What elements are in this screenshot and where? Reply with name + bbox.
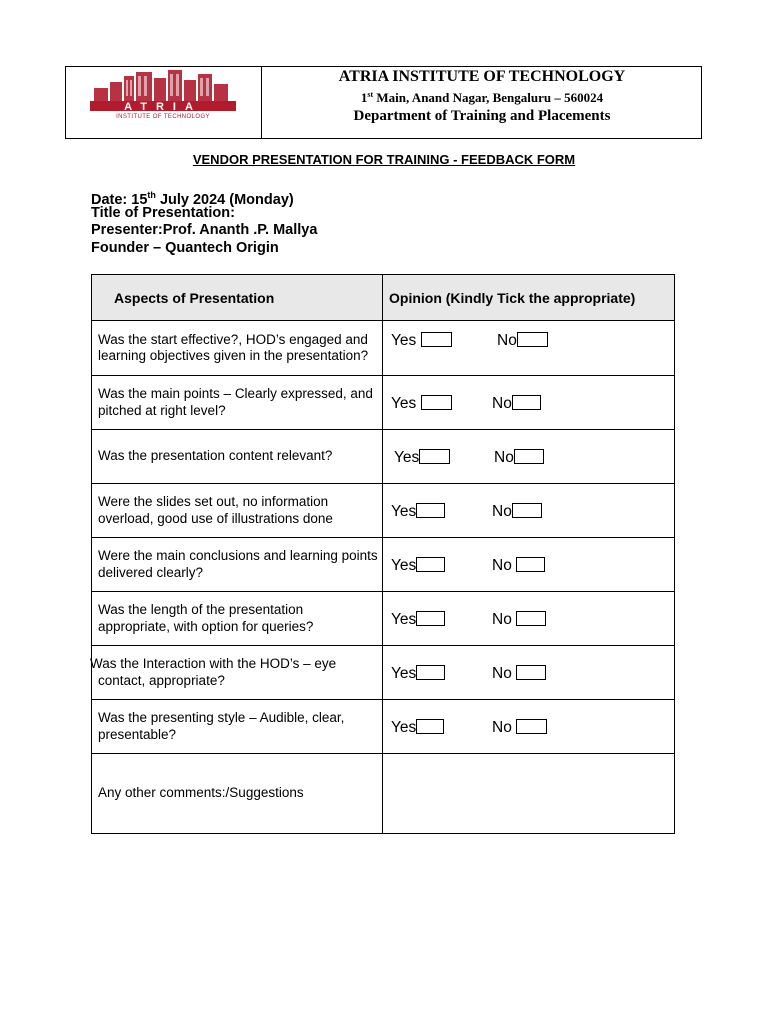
- table-row: [92, 646, 675, 700]
- feedback-table: [91, 274, 675, 834]
- table-row: [92, 376, 675, 430]
- col-opinion-header: Opinion (Kindly Tick the appropriate): [383, 275, 675, 321]
- opinion-cell: [383, 484, 675, 538]
- opinion-cell: [383, 538, 675, 592]
- comments-label: Any other comments:/Suggestions: [92, 754, 383, 834]
- question-cell: Was the Interaction with the HOD’s – eye contact, appropriate?: [92, 646, 383, 700]
- yes-label: Yes: [391, 665, 417, 682]
- table-row: [92, 321, 675, 376]
- institute-logo: [86, 68, 238, 120]
- no-checkbox[interactable]: [512, 395, 541, 410]
- no-checkbox[interactable]: [516, 665, 546, 680]
- no-checkbox[interactable]: [516, 719, 547, 734]
- comments-row: [92, 754, 675, 834]
- logo-wordmark: ATRIA: [124, 101, 202, 113]
- no-label: No: [492, 395, 512, 412]
- yes-option[interactable]: [391, 332, 452, 350]
- table-row: [92, 592, 675, 646]
- yes-option[interactable]: [391, 557, 445, 575]
- table-row: [92, 430, 675, 484]
- yes-option[interactable]: [391, 395, 452, 413]
- presenter-line: Presenter:Prof. Ananth .P. Mallya: [91, 222, 318, 238]
- yes-option[interactable]: [391, 611, 445, 629]
- no-option[interactable]: [492, 557, 545, 575]
- yes-checkbox[interactable]: [416, 719, 444, 734]
- no-option[interactable]: [497, 332, 548, 350]
- table-row: [92, 538, 675, 592]
- yes-label: Yes: [391, 611, 417, 628]
- yes-label: Yes: [391, 332, 417, 349]
- yes-checkbox[interactable]: [421, 332, 452, 347]
- no-checkbox[interactable]: [512, 503, 542, 518]
- no-option[interactable]: [492, 611, 546, 629]
- yes-label: Yes: [391, 719, 417, 736]
- question-cell: Was the main points – Clearly expressed, and pitched at right level?: [92, 376, 383, 430]
- yes-checkbox[interactable]: [419, 449, 450, 464]
- opinion-cell: [383, 321, 675, 376]
- col-aspects-header: Aspects of Presentation: [92, 275, 383, 321]
- yes-option[interactable]: [391, 719, 444, 737]
- yes-checkbox[interactable]: [416, 557, 445, 572]
- department-name: Department of Training and Placements: [353, 108, 611, 124]
- institute-name: ATRIA INSTITUTE OF TECHNOLOGY: [338, 68, 626, 85]
- no-option[interactable]: [492, 395, 541, 413]
- no-label: No: [492, 719, 512, 736]
- question-cell: Was the presenting style – Audible, clear, presentable?: [92, 700, 383, 754]
- title-line: Title of Presentation:: [91, 205, 235, 221]
- question-cell: Was the presentation content relevant?: [92, 430, 383, 484]
- opinion-cell: [383, 592, 675, 646]
- opinion-cell: [383, 700, 675, 754]
- no-label: No: [494, 449, 514, 466]
- date-line: Date: 15th July 2024 (Monday): [91, 190, 294, 208]
- yes-checkbox[interactable]: [416, 665, 445, 680]
- no-label: No: [497, 332, 517, 349]
- yes-checkbox[interactable]: [416, 503, 445, 518]
- yes-option[interactable]: [391, 503, 445, 521]
- yes-label: Yes: [391, 557, 417, 574]
- institute-address: 1st Main, Anand Nagar, Bengaluru – 560024: [360, 90, 604, 105]
- form-title: VENDOR PRESENTATION FOR TRAINING - FEEDBACK FORM: [192, 152, 576, 167]
- opinion-cell: [383, 646, 675, 700]
- yes-option[interactable]: [394, 449, 450, 467]
- no-option[interactable]: [492, 503, 542, 521]
- opinion-cell: [383, 430, 675, 484]
- founder-line: Founder – Quantech Origin: [91, 240, 279, 256]
- question-cell: Was the length of the presentation appropriate, with option for queries?: [92, 592, 383, 646]
- opinion-cell: [383, 376, 675, 430]
- question-cell: Were the slides set out, no information overload, good use of illustrations done: [92, 484, 383, 538]
- table-row: [92, 484, 675, 538]
- question-cell: Were the main conclusions and learning points delivered clearly?: [92, 538, 383, 592]
- no-option[interactable]: [494, 449, 544, 467]
- yes-checkbox[interactable]: [416, 611, 445, 626]
- no-label: No: [492, 503, 512, 520]
- comments-field[interactable]: [383, 754, 675, 834]
- no-checkbox[interactable]: [514, 449, 544, 464]
- yes-label: Yes: [394, 449, 420, 466]
- yes-label: Yes: [391, 503, 417, 520]
- yes-option[interactable]: [391, 665, 445, 683]
- no-checkbox[interactable]: [516, 611, 546, 626]
- no-label: No: [492, 611, 512, 628]
- logo-subtext: INSTITUTE OF TECHNOLOGY: [116, 114, 210, 120]
- table-header-row: [92, 275, 675, 321]
- yes-label: Yes: [391, 395, 417, 412]
- no-option[interactable]: [492, 719, 547, 737]
- yes-checkbox[interactable]: [421, 395, 452, 410]
- no-option[interactable]: [492, 665, 546, 683]
- question-cell: Was the start effective?, HOD’s engaged and learning objectives given in the presentation?: [92, 321, 383, 376]
- no-label: No: [492, 557, 512, 574]
- no-label: No: [492, 665, 512, 682]
- no-checkbox[interactable]: [516, 557, 545, 572]
- table-row: [92, 700, 675, 754]
- no-checkbox[interactable]: [517, 332, 548, 347]
